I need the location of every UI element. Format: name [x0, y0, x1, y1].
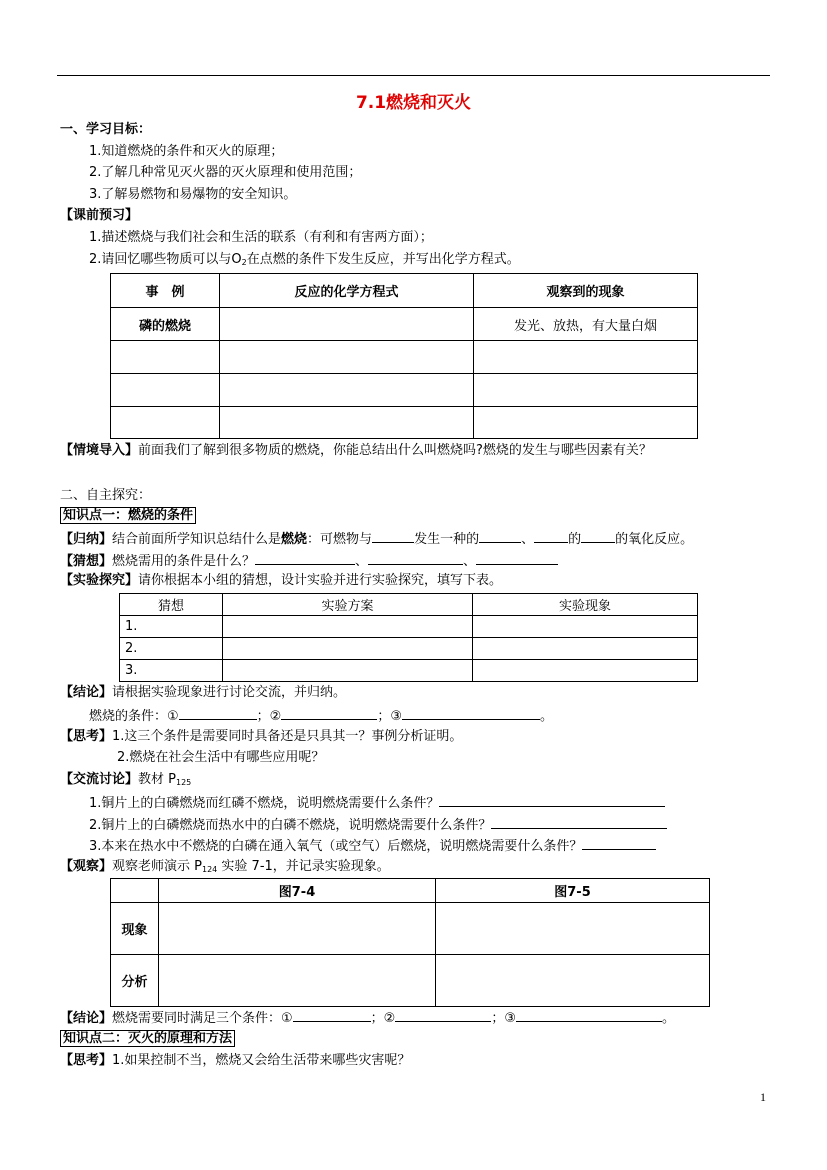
- preview-item-2: 2.请回忆哪些物质可以与$O_2$在点燃的条件下发生反应，并写出化学方程式。: [89, 252, 520, 267]
- table2-header-guess: 猜想: [120, 594, 223, 616]
- table2-cell[interactable]: [473, 616, 698, 638]
- table2-cell[interactable]: [223, 638, 473, 660]
- table1-header-phenomenon: 观察到的现象: [474, 274, 698, 308]
- guess-line: 【猜想】燃烧需用的条件是什么？ 、 、: [60, 551, 558, 571]
- goal-item-2: 2.了解几种常见灭火器的灭火原理和使用范围；: [89, 165, 362, 180]
- table1-cell[interactable]: [220, 341, 474, 374]
- table3-corner: [111, 879, 159, 903]
- discussion-q2: 2.铜片上的白磷燃烧而热水中的白磷不燃烧，说明燃烧需要什么条件？: [89, 815, 667, 835]
- summary-line: 【归纳】结合前面所学知识总结什么是燃烧：可燃物与 发生一种的 、 的 的氧化反应。: [60, 529, 693, 549]
- observation-table: [110, 878, 710, 1007]
- reaction-table: [110, 273, 698, 439]
- page-title: 7.1燃烧和灭火: [355, 93, 472, 113]
- observe-line: 【观察】观察老师演示 $P_{124}$ 实验 7-1，并记录实验现象。: [60, 859, 390, 874]
- think1-q2: 2.燃烧在社会生活中有哪些应用呢？: [117, 750, 325, 765]
- table1-cell[interactable]: [111, 374, 220, 407]
- guess-blank-1[interactable]: [255, 551, 355, 565]
- table3-cell[interactable]: [436, 903, 710, 955]
- discussion-line: 【交流讨论】教材 $P_{125}$: [60, 772, 192, 787]
- table1-header-example: 事 例: [111, 274, 220, 308]
- table2-cell[interactable]: [223, 660, 473, 682]
- table3-header-fig74: 图7-4: [159, 879, 436, 903]
- table1-cell[interactable]: [111, 407, 220, 439]
- table1-cell[interactable]: [474, 341, 698, 374]
- table3-cell[interactable]: [159, 903, 436, 955]
- table1-cell[interactable]: [220, 308, 474, 341]
- table3-row-label: 现象: [111, 903, 159, 955]
- table1-cell: 发光、放热，有大量白烟: [474, 308, 698, 341]
- table1-cell[interactable]: [111, 341, 220, 374]
- table2-cell[interactable]: 1.: [120, 616, 223, 638]
- guess-blank-3[interactable]: [476, 551, 558, 565]
- section1-heading: 一、学习目标：: [60, 122, 152, 137]
- intro-line: 【情境导入】前面我们了解到很多物质的燃烧，你能总结出什么叫燃烧吗?燃烧的发生与哪些因素有关？: [60, 443, 652, 458]
- table1-cell[interactable]: [220, 374, 474, 407]
- guess-blank-2[interactable]: [368, 551, 463, 565]
- conditions-line: 燃烧的条件：① ；② ；③ 。: [89, 706, 553, 726]
- table3-cell[interactable]: [436, 955, 710, 1007]
- conclusion2-line: 【结论】燃烧需要同时满足三个条件：① ；② ；③ 。: [60, 1008, 675, 1028]
- table3-cell[interactable]: [159, 955, 436, 1007]
- table1-cell[interactable]: [474, 374, 698, 407]
- think2-line: 【思考】1.如果控制不当，燃烧又会给生活带来哪些灾害呢？: [60, 1053, 411, 1068]
- discussion-q1: 1.铜片上的白磷燃烧而红磷不燃烧，说明燃烧需要什么条件？: [89, 793, 665, 813]
- table2-cell[interactable]: [223, 616, 473, 638]
- table1-cell[interactable]: [220, 407, 474, 439]
- page-number: 1: [760, 1090, 766, 1104]
- table2-cell[interactable]: [473, 638, 698, 660]
- table2-header-plan: 实验方案: [223, 594, 473, 616]
- table3-header-fig75: 图7-5: [436, 879, 710, 903]
- table3-row-label: 分析: [111, 955, 159, 1007]
- table1-header-equation: 反应的化学方程式: [220, 274, 474, 308]
- table2-cell[interactable]: 2.: [120, 638, 223, 660]
- experiment-line: 【实验探究】请你根据本小组的猜想，设计实验并进行实验探究，填写下表。: [60, 573, 503, 588]
- preview-item-1: 1.描述燃烧与我们社会和生活的联系（有利和有害两方面）；: [89, 230, 433, 245]
- experiment-table: [119, 593, 698, 682]
- table2-header-result: 实验现象: [473, 594, 698, 616]
- knowledge-point-1: 知识点一：燃烧的条件: [60, 507, 196, 525]
- table1-cell[interactable]: [474, 407, 698, 439]
- section2-heading: 二、自主探究：: [60, 488, 152, 503]
- preview-label: 【课前预习】: [60, 208, 139, 223]
- knowledge-point-2: 知识点二：灭火的原理和方法: [60, 1030, 235, 1048]
- goal-item-1: 1.知道燃烧的条件和灭火的原理；: [89, 144, 284, 159]
- table1-cell: 磷的燃烧: [111, 308, 220, 341]
- table2-cell[interactable]: [473, 660, 698, 682]
- top-rule: [57, 75, 770, 76]
- table2-cell[interactable]: 3.: [120, 660, 223, 682]
- conclusion1-line: 【结论】请根据实验现象进行讨论交流，并归纳。: [60, 685, 347, 700]
- goal-item-3: 3.了解易燃物和易爆物的安全知识。: [89, 187, 297, 202]
- discussion-q3: 3.本来在热水中不燃烧的白磷在通入氧气（或空气）后燃烧，说明燃烧需要什么条件？: [89, 836, 656, 856]
- think1-line: 【思考】1.这三个条件是需要同时具备还是只具其一？事例分析证明。: [60, 729, 463, 744]
